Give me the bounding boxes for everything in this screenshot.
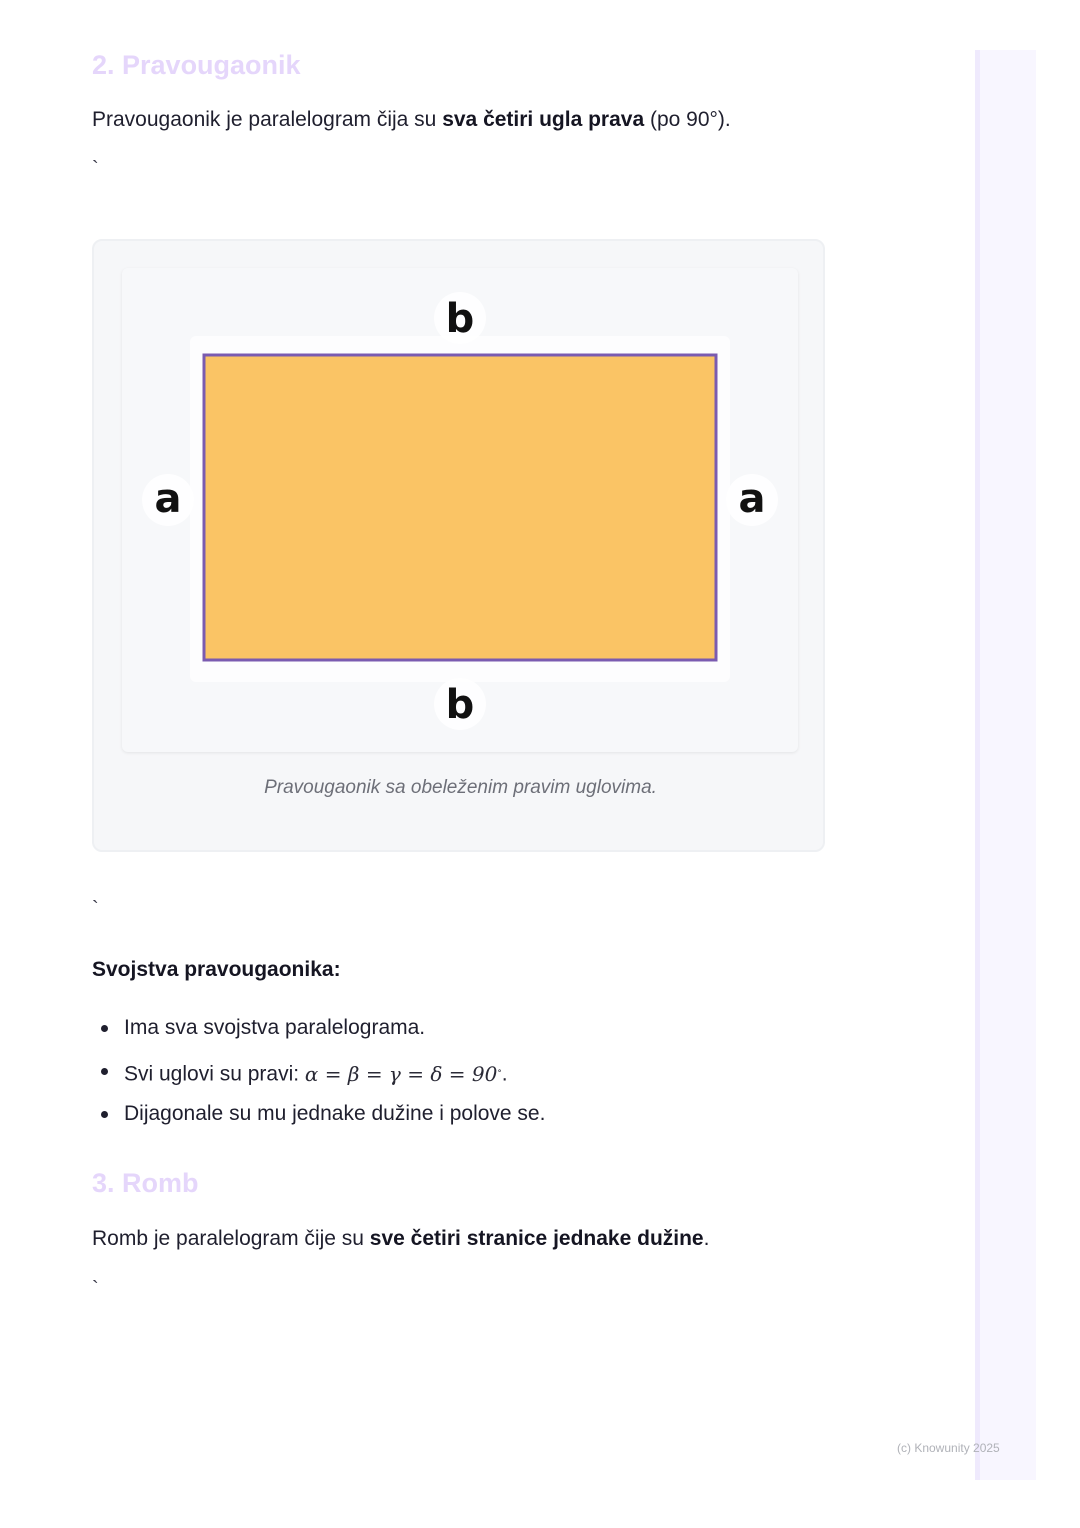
rectangle-figure-card — [92, 239, 825, 852]
backtick-marker: ` — [92, 898, 99, 920]
rectangle-definition-bold: sva četiri ugla prava — [442, 108, 645, 131]
rhombus-definition-end: . — [703, 1227, 710, 1250]
figure-caption: Pravougaonik sa obeleženim pravim uglovima. — [264, 777, 657, 798]
list-item — [92, 1096, 545, 1139]
rectangle-figure-image — [122, 268, 798, 752]
angle-equation-text: α = β = γ = δ = 90 — [304, 1061, 498, 1086]
property-text: Svi uglovi su pravi: — [124, 1062, 305, 1086]
angle-equation — [305, 1062, 502, 1086]
section-heading-rectangle: 2. Pravougaonik — [92, 50, 301, 80]
bullet-icon — [101, 1068, 108, 1075]
rectangle-shape — [204, 355, 716, 660]
property-text: Ima sva svojstva paralelograma. — [124, 1016, 426, 1039]
backtick-marker: ` — [92, 158, 99, 180]
list-item — [92, 1053, 545, 1096]
property-text-end: . — [501, 1062, 508, 1086]
rectangle-definition-end: (po 90°). — [644, 108, 731, 131]
side-label-bottom: b — [445, 682, 475, 728]
list-item — [92, 1010, 545, 1053]
rhombus-definition-text: Romb je paralelogram čije su — [92, 1227, 370, 1250]
rectangle-definition — [92, 106, 731, 134]
section-heading-rhombus: 3. Romb — [92, 1168, 199, 1198]
property-text: Dijagonale su mu jednake dužine i polove se. — [124, 1102, 546, 1125]
rhombus-definition-bold: sve četiri stranice jednake dužine — [369, 1227, 704, 1250]
bullet-icon — [101, 1111, 108, 1118]
backtick-marker: ` — [92, 1278, 99, 1300]
rhombus-definition — [92, 1225, 709, 1253]
rectangle-diagram — [122, 268, 798, 752]
rectangle-definition-text: Pravougaonik je paralelogram čija su — [92, 108, 443, 131]
properties-list — [92, 1010, 545, 1139]
properties-title: Svojstva pravougaonika: — [92, 958, 341, 981]
bullet-icon — [101, 1025, 108, 1032]
side-rail — [975, 50, 1036, 1480]
side-label-top: b — [445, 296, 475, 342]
side-label-left: a — [154, 476, 182, 522]
side-label-right: a — [738, 476, 766, 522]
copyright-footer: (c) Knowunity 2025 — [897, 1441, 1000, 1455]
degree-symbol: ∘ — [497, 1066, 502, 1076]
